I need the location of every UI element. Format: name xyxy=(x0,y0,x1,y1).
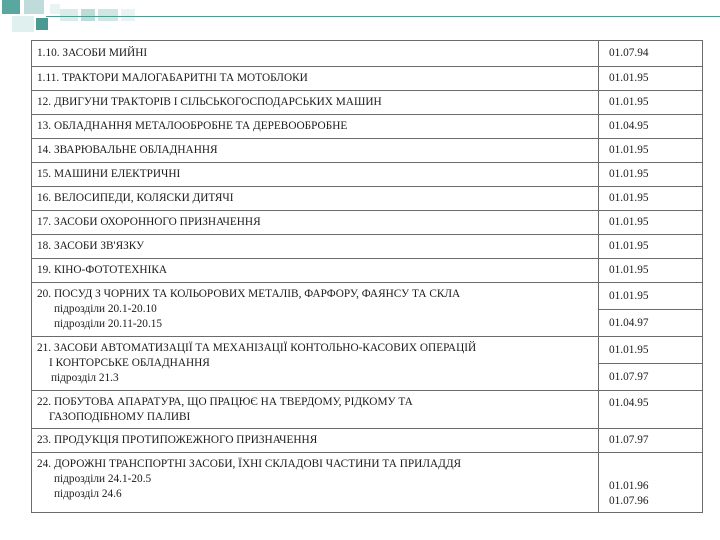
table-row xyxy=(32,139,703,163)
deco-square xyxy=(50,4,60,14)
deco-square xyxy=(12,16,34,32)
row-name: 17. ЗАСОБИ ОХОРОННОГО ПРИЗНАЧЕННЯ xyxy=(32,211,599,235)
row-date-pair xyxy=(599,453,703,513)
table-row xyxy=(32,67,703,91)
deco-square xyxy=(36,18,48,30)
row-date: 01.04.95 xyxy=(599,391,703,429)
row-date: 01.01.95 xyxy=(599,283,703,310)
row-date: 01.01.95 xyxy=(599,235,703,259)
table-row xyxy=(32,91,703,115)
row-title: 24. ДОРОЖНІ ТРАНСПОРТНІ ЗАСОБИ, ЇХНІ СКЛАДОВІ ЧАСТИНИ ТА ПРИЛАДДЯ xyxy=(37,458,462,470)
row-date: 01.04.95 xyxy=(599,115,703,139)
row-name xyxy=(32,283,599,337)
table-row xyxy=(32,235,703,259)
table-row xyxy=(32,259,703,283)
table-row-22 xyxy=(32,391,703,429)
row-subsection: підрозділи 20.1-20.10 xyxy=(54,303,157,315)
row-title: 22. ПОБУТОВА АПАРАТУРА, ЩО ПРАЦЮЄ НА ТВЕРДОМУ, РІДКОМУ ТА xyxy=(37,395,413,408)
row-name: 1.11. ТРАКТОРИ МАЛОГАБАРИТНІ ТА МОТОБЛОКИ xyxy=(32,67,599,91)
row-name: 23. ПРОДУКЦІЯ ПРОТИПОЖЕЖНОГО ПРИЗНАЧЕННЯ xyxy=(32,429,599,453)
row-title-continued: ГАЗОПОДІБНОМУ ПАЛИВІ xyxy=(49,410,191,423)
row-subsection: підрозділ 21.3 xyxy=(51,372,119,384)
row-date: 01.01.95 xyxy=(599,259,703,283)
row-date: 01.07.97 xyxy=(599,364,703,391)
row-date: 01.01.95 xyxy=(599,211,703,235)
row-name xyxy=(32,453,599,513)
deco-square xyxy=(24,0,44,14)
row-date: 01.04.97 xyxy=(599,310,703,337)
product-dates-table xyxy=(31,40,703,513)
row-title: 20. ПОСУД З ЧОРНИХ ТА КОЛЬОРОВИХ МЕТАЛІВ, ФАРФОРУ, ФАЯНСУ ТА СКЛА xyxy=(37,288,461,300)
deco-square xyxy=(2,0,20,14)
table-row-24 xyxy=(32,453,703,513)
row-title: 21. ЗАСОБИ АВТОМАТИЗАЦІЇ ТА МЕХАНІЗАЦІЇ КОНТОЛЬНО-КАСОВИХ ОПЕРАЦІЙ xyxy=(37,342,477,354)
table-row xyxy=(32,163,703,187)
row-date: 01.07.96 xyxy=(609,495,649,507)
row-name: 13. ОБЛАДНАННЯ МЕТАЛООБРОБНЕ ТА ДЕРЕВООБРОБНЕ xyxy=(32,115,599,139)
table-row xyxy=(32,187,703,211)
table-row-21 xyxy=(32,337,703,364)
row-name xyxy=(32,391,599,429)
row-title-continued: І КОНТОРСЬКЕ ОБЛАДНАННЯ xyxy=(49,357,210,369)
table-row xyxy=(32,211,703,235)
row-subsection: підрозділ 24.6 xyxy=(54,488,122,500)
table-row xyxy=(32,41,703,67)
row-date: 01.01.96 xyxy=(609,480,649,492)
table-row-20 xyxy=(32,283,703,310)
row-name: 12. ДВИГУНИ ТРАКТОРІВ І СІЛЬСЬКОГОСПОДАРСЬКИХ МАШИН xyxy=(32,91,599,115)
row-name: 19. КІНО-ФОТОТЕХНІКА xyxy=(32,259,599,283)
decorative-squares xyxy=(0,0,60,36)
row-date: 01.01.95 xyxy=(599,337,703,364)
row-date: 01.01.95 xyxy=(599,163,703,187)
table-row xyxy=(32,115,703,139)
row-subsection: підрозділи 20.11-20.15 xyxy=(54,318,163,330)
row-date: 01.07.97 xyxy=(599,429,703,453)
row-name: 14. ЗВАРЮВАЛЬНЕ ОБЛАДНАННЯ xyxy=(32,139,599,163)
row-name: 15. МАШИНИ ЕЛЕКТРИЧНІ xyxy=(32,163,599,187)
row-name: 16. ВЕЛОСИПЕДИ, КОЛЯСКИ ДИТЯЧІ xyxy=(32,187,599,211)
row-date: 01.01.95 xyxy=(599,187,703,211)
row-date: 01.07.94 xyxy=(599,41,703,67)
row-name xyxy=(32,337,599,391)
header-rule xyxy=(46,16,720,17)
row-date: 01.01.95 xyxy=(599,139,703,163)
row-date: 01.01.95 xyxy=(599,91,703,115)
row-name: 1.10. ЗАСОБИ МИЙНІ xyxy=(32,41,599,67)
header-blocks xyxy=(60,8,138,20)
table-row-23 xyxy=(32,429,703,453)
row-subsection: підрозділи 24.1-20.5 xyxy=(54,473,152,485)
row-date: 01.01.95 xyxy=(599,67,703,91)
row-name: 18. ЗАСОБИ ЗВ'ЯЗКУ xyxy=(32,235,599,259)
